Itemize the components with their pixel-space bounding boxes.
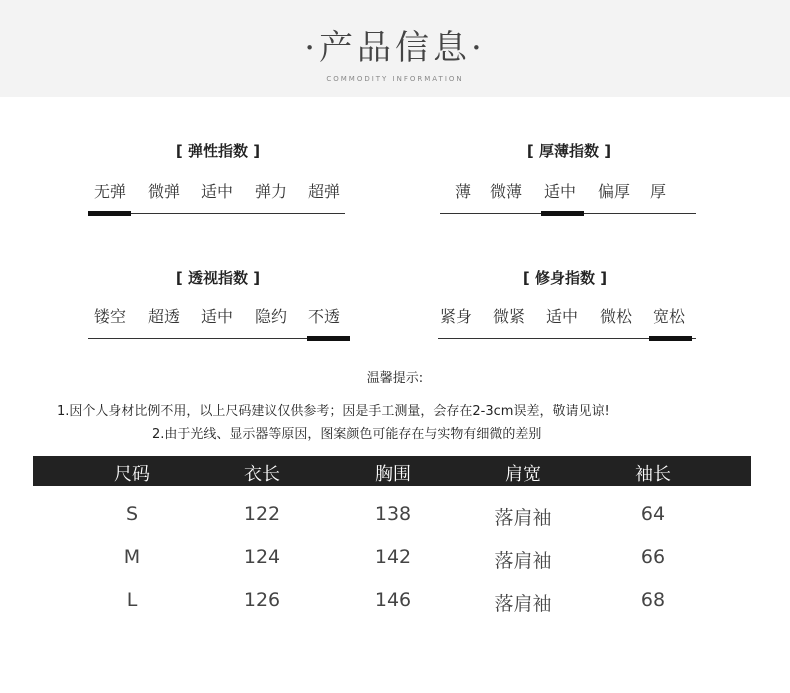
option-label: 适中	[544, 182, 577, 201]
notice-line-2: 2.由于光线、显示器等原因，图案颜色可能存在与实物有细微的差别	[152, 427, 542, 442]
option-label: 弹力	[255, 182, 288, 201]
header-cell: 胸围	[375, 464, 411, 485]
table-cell: 64	[640, 503, 666, 525]
header-cell: 袖长	[635, 464, 671, 485]
option-label: 薄	[455, 182, 472, 201]
table-cell: 146	[374, 589, 412, 611]
option-label: 隐约	[255, 307, 288, 326]
selected-marker	[88, 211, 131, 216]
option-label: 微紧	[493, 307, 526, 326]
header-cell: 尺码	[114, 464, 150, 485]
index-title: [ 修身指数 ]	[522, 269, 608, 287]
option-label: 适中	[546, 307, 579, 326]
selected-marker	[541, 211, 584, 216]
selected-marker	[649, 336, 692, 341]
banner-title: ·产品信息·	[304, 28, 486, 68]
table-cell: 142	[374, 546, 412, 568]
fit-index	[430, 267, 700, 347]
option-label: 宽松	[653, 307, 686, 326]
table-cell: 落肩袖	[494, 507, 552, 529]
table-row	[33, 589, 751, 619]
option-label: 不透	[308, 307, 341, 326]
header-banner	[0, 0, 790, 97]
elasticity-index	[83, 140, 353, 220]
table-cell: 124	[243, 546, 281, 568]
thickness-index	[434, 140, 704, 220]
table-cell: 落肩袖	[494, 593, 552, 615]
header-cell: 衣长	[244, 464, 280, 485]
option-label: 微弹	[148, 182, 181, 201]
option-label: 适中	[201, 307, 234, 326]
option-label: 偏厚	[598, 182, 631, 201]
option-label: 微松	[600, 307, 633, 326]
size-table-header	[33, 456, 751, 486]
option-label: 超弹	[308, 182, 341, 201]
selected-marker	[307, 336, 350, 341]
option-label: 无弹	[94, 182, 127, 201]
option-label: 镂空	[94, 307, 127, 326]
table-cell: 落肩袖	[494, 550, 552, 572]
table-cell: M	[123, 546, 141, 568]
option-label: 适中	[201, 182, 234, 201]
table-cell: 122	[243, 503, 281, 525]
table-cell: S	[125, 503, 139, 525]
notice-line-1: 1.因个人身材比例不用，以上尺码建议仅供参考；因是手工测量，会存在2-3cm误差，敬请见谅!	[57, 404, 610, 419]
option-label: 紧身	[440, 307, 473, 326]
table-cell: 66	[640, 546, 666, 568]
table-row	[33, 546, 751, 576]
index-title: [ 透视指数 ]	[175, 269, 261, 287]
table-cell: 126	[243, 589, 281, 611]
table-cell: 138	[374, 503, 412, 525]
option-label: 微薄	[490, 182, 523, 201]
transparency-index	[83, 267, 353, 347]
option-label: 超透	[148, 307, 181, 326]
index-title: [ 弹性指数 ]	[175, 142, 261, 160]
option-label: 厚	[650, 182, 667, 201]
table-cell: 68	[640, 589, 666, 611]
header-cell: 肩宽	[505, 464, 541, 485]
notice-title: 温馨提示:	[366, 371, 424, 386]
banner-subtitle: COMMODITY INFORMATION	[326, 75, 464, 83]
table-cell: L	[126, 589, 138, 611]
index-title: [ 厚薄指数 ]	[526, 142, 612, 160]
table-row	[33, 503, 751, 533]
